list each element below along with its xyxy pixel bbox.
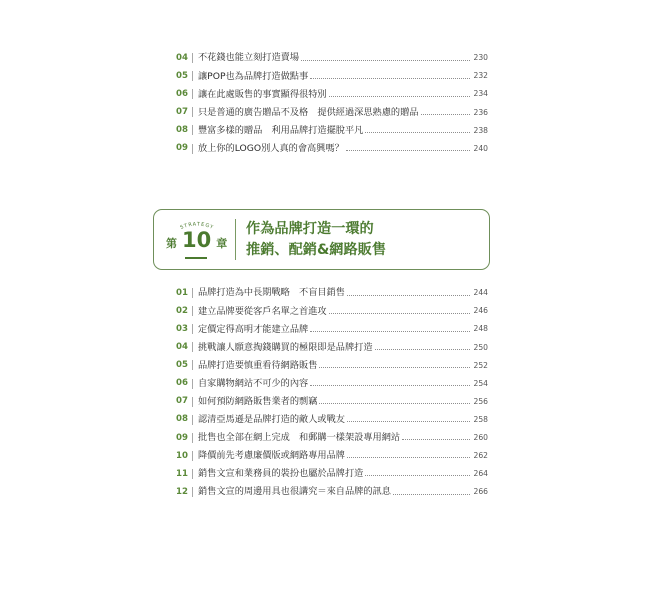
entry-number: 06: [176, 88, 188, 99]
entry-number: 11: [176, 468, 188, 479]
toc-entry[interactable]: [172, 320, 488, 338]
toc-list-bottom: [172, 284, 488, 501]
dot-leader: [421, 114, 471, 115]
entry-separator: [192, 306, 193, 316]
entry-page-number: 254: [473, 378, 488, 388]
entry-title: 不花錢也能立刻打造賣場: [198, 52, 300, 64]
chapter-divider: [235, 219, 236, 260]
toc-entry[interactable]: [172, 284, 488, 302]
entry-page-number: 264: [473, 469, 488, 479]
entry-number: 08: [176, 125, 188, 136]
toc-entry[interactable]: [172, 447, 488, 465]
toc-entry[interactable]: [172, 429, 488, 447]
toc-entry[interactable]: [172, 139, 488, 157]
entry-number: 10: [176, 450, 188, 461]
chapter-header: [153, 209, 490, 270]
dot-leader: [365, 132, 470, 133]
entry-page-number: 244: [473, 288, 488, 298]
entry-separator: [192, 451, 193, 461]
dot-leader: [310, 78, 470, 79]
toc-entry[interactable]: [172, 49, 488, 67]
toc-entry[interactable]: [172, 393, 488, 411]
entry-page-number: 246: [473, 306, 488, 316]
entry-title: 降價前先考慮廉價版或網路專用品牌: [198, 450, 345, 462]
entry-title: 放上你的LOGO別人真的會高興嗎？: [198, 142, 344, 154]
entry-title: 批售也全部在網上完成 和郵購一樣架設專用網站: [198, 432, 401, 444]
entry-separator: [192, 415, 193, 425]
entry-title: 讓在此處販售的事實顯得很特別: [198, 88, 327, 100]
entry-page-number: 234: [473, 89, 488, 99]
toc-entry[interactable]: [172, 338, 488, 356]
entry-title: 銷售文宣的周邊用具也很講究＝來自品牌的訊息: [198, 486, 391, 498]
entry-page-number: 232: [473, 71, 488, 81]
entry-title: 讓POP也為品牌打造做點事: [198, 70, 309, 82]
entry-title: 銷售文宣和業務員的裝扮也屬於品牌打造: [198, 468, 364, 480]
dot-leader: [346, 150, 470, 151]
entry-page-number: 258: [473, 414, 488, 424]
dot-leader: [393, 494, 470, 495]
chapter-number: 10: [182, 228, 212, 252]
toc-entry[interactable]: [172, 302, 488, 320]
entry-number: 07: [176, 107, 188, 118]
entry-number: 04: [176, 342, 188, 353]
entry-title: 品牌打造為中長期戰略 不盲目銷售: [198, 287, 345, 299]
dot-leader: [375, 349, 470, 350]
toc-entry[interactable]: [172, 121, 488, 139]
dot-leader: [310, 331, 470, 332]
entry-page-number: 266: [473, 487, 488, 497]
entry-separator: [192, 53, 193, 63]
toc-entry[interactable]: [172, 465, 488, 483]
entry-separator: [192, 469, 193, 479]
entry-page-number: 262: [473, 451, 488, 461]
entry-number: 06: [176, 378, 188, 389]
entry-title: 如何預防網路販售業者的剽竊: [198, 396, 318, 407]
entry-title: 挑戰讓人願意掏錢購買的極限即是品牌打造: [198, 341, 373, 353]
dot-leader: [319, 367, 470, 368]
entry-page-number: 256: [473, 396, 488, 406]
toc-entry[interactable]: [172, 103, 488, 121]
entry-title: 只是普通的廣告贈品不及格 提供經過深思熟慮的贈品: [198, 106, 419, 118]
entry-separator: [192, 125, 193, 135]
entry-separator: [192, 288, 193, 298]
dot-leader: [310, 385, 470, 386]
entry-separator: [192, 89, 193, 99]
entry-separator: [192, 433, 193, 443]
entry-page-number: 238: [473, 125, 488, 135]
entry-number: 07: [176, 396, 188, 407]
entry-number: 12: [176, 486, 188, 497]
badge-underline: [185, 257, 207, 259]
entry-separator: [192, 379, 193, 389]
entry-separator: [192, 71, 193, 81]
dot-leader: [347, 457, 470, 458]
entry-page-number: 260: [473, 433, 488, 442]
entry-page-number: 248: [473, 324, 488, 334]
entry-separator: [192, 144, 193, 154]
entry-title: 自家購物網站不可少的內容: [198, 377, 309, 389]
chapter-badge: [162, 216, 232, 264]
entry-number: 01: [176, 287, 188, 298]
entry-page-number: 252: [473, 360, 488, 370]
entry-number: 02: [176, 305, 188, 316]
chapter-prefix: 第: [166, 237, 177, 250]
dot-leader: [301, 60, 470, 61]
chapter-title-line-1: 作為品牌打造一環的: [246, 221, 374, 237]
dot-leader: [347, 421, 470, 422]
entry-page-number: 250: [473, 342, 488, 352]
dot-leader: [319, 403, 470, 404]
toc-entry[interactable]: [172, 374, 488, 392]
toc-entry[interactable]: [172, 483, 488, 501]
entry-number: 05: [176, 360, 188, 371]
entry-separator: [192, 342, 193, 352]
entry-number: 09: [176, 143, 188, 154]
dot-leader: [402, 439, 470, 440]
entry-title: 品牌打造要慎重看待網路販售: [198, 359, 318, 371]
entry-title: 豐富多樣的贈品 利用品牌打造擺脫平凡: [198, 124, 364, 136]
chapter-title-line-2: 推銷、配銷&網路販售: [246, 242, 387, 258]
entry-number: 08: [176, 414, 188, 425]
entry-number: 05: [176, 70, 188, 81]
entry-page-number: 236: [473, 107, 488, 117]
entry-number: 04: [176, 52, 188, 63]
entry-separator: [192, 107, 193, 117]
entry-title: 定價定得高明才能建立品牌: [198, 323, 309, 335]
toc-entry[interactable]: [172, 85, 488, 103]
dot-leader: [329, 313, 470, 314]
entry-title: 建立品牌要從客戶名單之首進攻: [198, 305, 327, 317]
dot-leader: [365, 475, 470, 476]
svg-text:STRATEGY: STRATEGY: [179, 221, 215, 231]
entry-number: 09: [176, 432, 188, 443]
chapter-suffix: 章: [216, 237, 228, 250]
entry-separator: [192, 360, 193, 370]
toc-entry[interactable]: [172, 411, 488, 429]
entry-page-number: 240: [473, 143, 488, 153]
toc-entry[interactable]: [172, 67, 488, 85]
entry-separator: [192, 397, 193, 407]
toc-list-top: [172, 49, 488, 158]
entry-separator: [192, 324, 193, 334]
dot-leader: [329, 96, 470, 97]
entry-page-number: 230: [473, 53, 488, 63]
toc-entry[interactable]: [172, 356, 488, 374]
entry-number: 03: [176, 323, 188, 334]
entry-separator: [192, 487, 193, 497]
dot-leader: [347, 295, 470, 296]
entry-title: 認清亞馬遜是品牌打造的敵人或戰友: [198, 414, 345, 426]
chapter-title: [246, 219, 386, 261]
